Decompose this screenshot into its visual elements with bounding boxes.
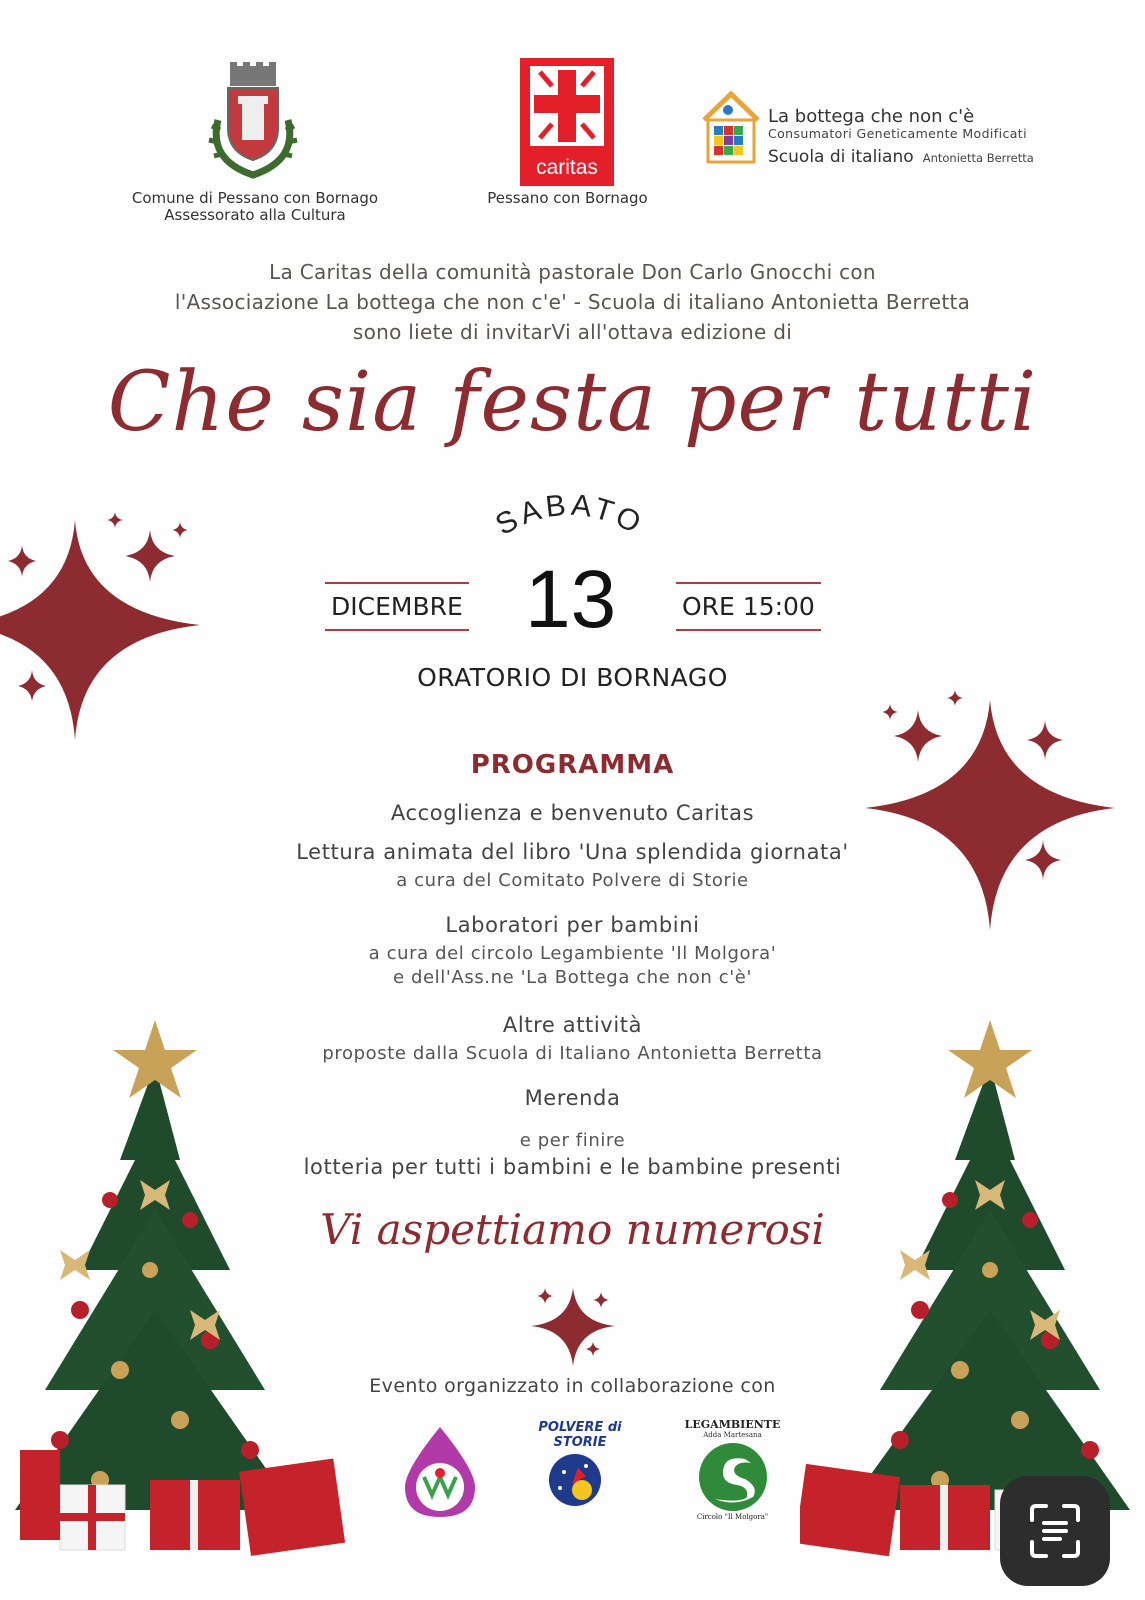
bottega-school (768, 147, 1034, 167)
event-place: ORATORIO DI BORNAGO (417, 663, 728, 692)
programma-lotteria: lotteria per tutti i bambini e le bambine presenti (303, 1155, 842, 1179)
weekday-label: SABATO (490, 488, 650, 542)
legambiente-circolo: Circolo "Il Molgora" (696, 1513, 769, 1521)
bottega-tagline: Consumatori Geneticamente Modificati (768, 126, 1027, 141)
stars-left-decoration (0, 500, 220, 750)
intro-text (0, 257, 1145, 347)
caritas-wordmark: caritas (536, 156, 598, 179)
programma-laboratori-cura2: e dell'Ass.ne 'La Bottega che non c'è' (392, 967, 753, 988)
programma-finire: e per finire (519, 1130, 626, 1151)
volontari-logo (400, 1425, 480, 1520)
comune-coat-of-arms (198, 60, 308, 180)
comune-line2: Assessorato alla Cultura (164, 206, 346, 224)
date-day: 13 (525, 554, 617, 645)
closing-message: Vi aspettiamo numerosi (320, 1205, 825, 1254)
event-time: ORE 15:00 (676, 582, 821, 631)
weekday-arc (440, 485, 700, 555)
caritas-logo (520, 58, 614, 186)
bottega-school-label: Scuola di italiano (768, 147, 914, 167)
polvere-di-storie-logo (520, 1420, 640, 1530)
programma-altre: Altre attività (502, 1013, 643, 1037)
bottega-house-icon (700, 88, 762, 166)
polvere-di-storie-text: POLVERE di STORIE (538, 1420, 622, 1450)
legambiente-logo (680, 1418, 785, 1528)
christmas-tree-left (0, 1010, 360, 1585)
legambiente-name: LEGAMBIENTE (684, 1418, 781, 1431)
scan-text-icon (1000, 1476, 1110, 1586)
programma-laboratori-cura1: a cura del circolo Legambiente 'Il Molgora' (368, 943, 777, 964)
programma-altre-cura: proposte dalla Scuola di Italiano Antonietta Berretta (322, 1043, 823, 1064)
legambiente-area: Adda Martesana (703, 1431, 762, 1439)
date-month: DICEMBRE (325, 582, 469, 631)
collaboration-text: Evento organizzato in collaborazione con (369, 1375, 776, 1397)
stars-bottom-decoration (525, 1278, 625, 1368)
programma-heading: PROGRAMMA (470, 750, 675, 780)
intro-line2: l'Associazione La bottega che non c'e' - Scuola di italiano Antonietta Berretta (174, 290, 971, 314)
intro-line1: La Caritas della comunità pastorale Don Carlo Gnocchi con (269, 260, 876, 284)
intro-line3: sono liete di invitarVi all'ottava edizione di (352, 320, 793, 344)
programma-lettura: Lettura animata del libro 'Una splendida giornata' (296, 840, 849, 864)
programma-lettura-cura: a cura del Comitato Polvere di Storie (396, 870, 749, 891)
programma-accoglienza: Accoglienza e benvenuto Caritas (390, 801, 755, 825)
comune-line1: Comune di Pessano con Bornago (131, 189, 379, 207)
svg-text:SABATO (490, 488, 649, 542)
programma-merenda: Merenda (524, 1086, 621, 1110)
comune-caption (115, 190, 395, 224)
bottega-school-person: Antonietta Berretta (922, 151, 1034, 165)
event-title: Che sia festa per tutti (107, 355, 1038, 450)
bottega-name: La bottega che non c'è (768, 106, 975, 127)
scan-text-button[interactable] (1000, 1476, 1110, 1586)
caritas-caption: Pessano con Bornago (487, 189, 648, 207)
programma-laboratori: Laboratori per bambini (445, 913, 700, 937)
